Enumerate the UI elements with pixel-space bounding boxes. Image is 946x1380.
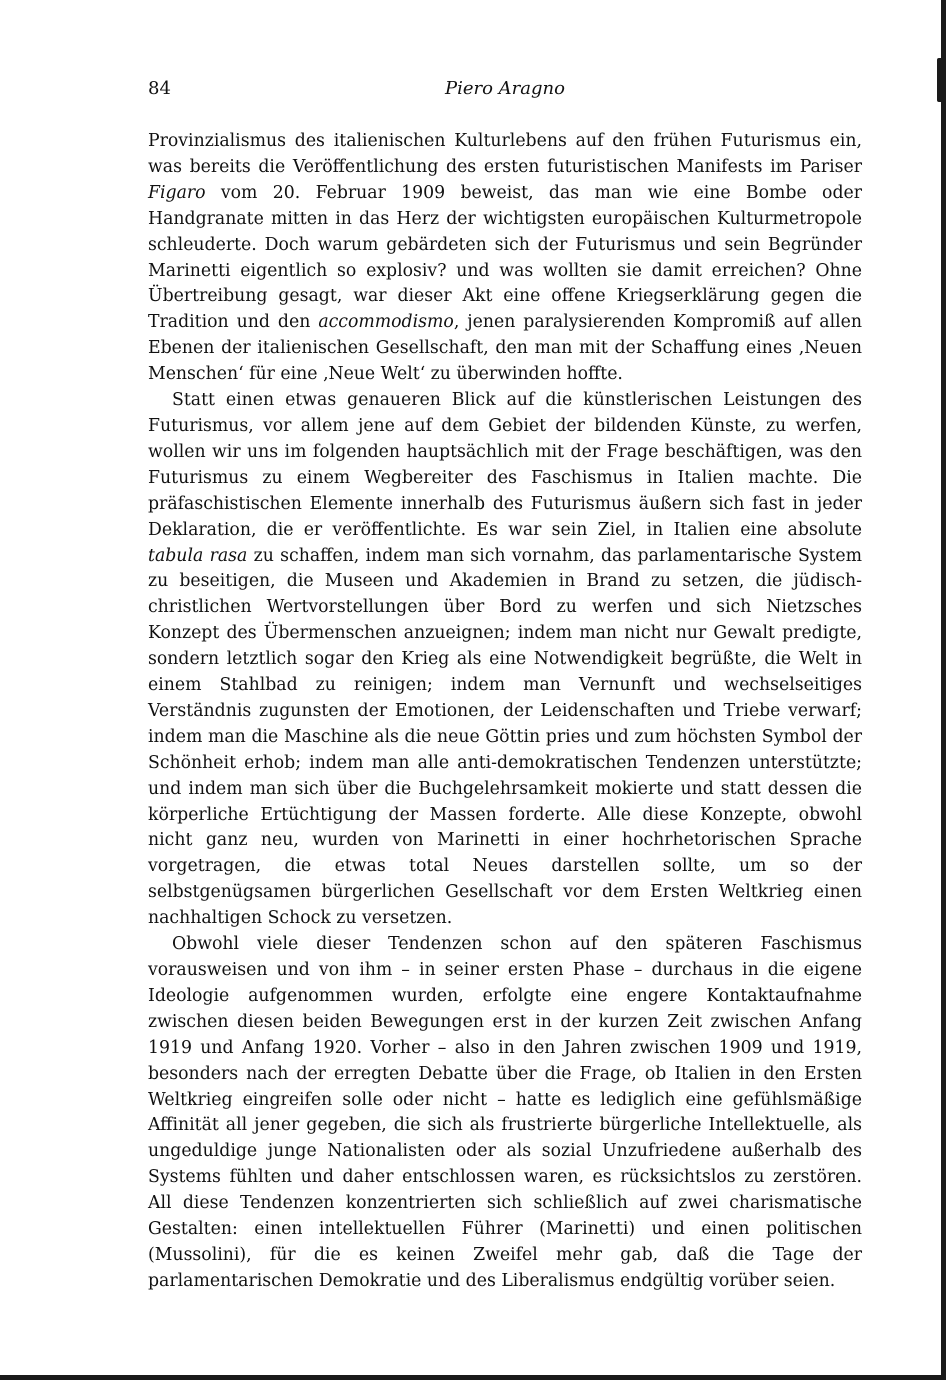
paragraph-3-text: Obwohl viele dieser Tendenzen schon auf den späteren Faschismus vorausweisen und von ihm – in seiner ersten Phase – durchaus in die eigene Ideologie aufgenommen wurden, erfolgte eine engere Kontaktaufnahme zwischen diesen beiden Bewegungen erst in der kurzen Zeit zwischen Anfang 1919 und Anfang 1920. Vorher – also in den Jahren zwischen 1909 und 1919, besonders nach der erregten Debatte über die Frage, ob Italien in den Ersten Weltkrieg eingreifen solle oder nicht – hatte es lediglich eine gefühlsmäßige Affinität all jener gegeben, die sich als frustrierte bürgerliche Intellektuelle, als ungeduldige junge Nationalisten oder als sozial Unzufriedene außerhalb des Systems fühlten und daher entschlossen waren, es rücksichtslos zu zerstören. All diese Tendenzen konzentrierten sich schließlich auf zwei charismatische Gestalten: einen intellektuellen Führer (Marinetti) und einen politischen (Mussolini), für die es keinen Zweifel mehr gab, daß die Tage der parlamentarischen Demokratie und des Liberalismus endgültig vorüber seien. (148, 934, 862, 1291)
page-number: 84 (148, 78, 171, 99)
paragraph-2 (148, 388, 862, 932)
paragraph-1-text-a: Provinzialismus des italienischen Kulturlebens auf den frühen Futurismus ein, was bereits die Veröffentlichung des ersten futuristischen Manifests im Pariser (148, 131, 862, 177)
body-text (148, 129, 862, 1295)
paragraph-3 (148, 932, 862, 1295)
page-edge-right (941, 0, 946, 1380)
paragraph-1-text-c: vom 20. Februar 1909 beweist, das man wie eine Bombe oder Handgranate mitten in das Herz der wichtigsten europäischen Kulturmetropole schleuderte. Doch warum gebärdeten sich der Futurismus und sein Begründer Marinetti eigentlich so explosiv? und was wollten sie damit erreichen? Ohne Übertreibung gesagt, war dieser Akt eine offene Kriegserklärung gegen die Tradition und den (148, 182, 862, 333)
page-header (148, 78, 862, 108)
paragraph-1-text-e: , jenen paralysierenden Kompromiß auf allen Ebenen der italienischen Gesellschaft, den man mit der Schaffung eines ‚Neuen Menschen‘ für eine ‚Neue Welt‘ zu überwinden hoffte. (148, 312, 863, 385)
paragraph-2-text-c: zu schaffen, indem man sich vornahm, das parlamentarische System zu beseitigen, die Museen und Akademien in Brand zu setzen, die jüdisch-christlichen Wertvorstellungen über Bord zu werfen und sich Nietzsches Konzept des Übermenschen anzueignen; indem man nicht nur Gewalt predigte, sondern letztlich sogar den Krieg als eine Notwendigkeit begrüßte, die Welt in einem Stahlbad zu reinigen; indem man Vernunft und wechselseitiges Verständnis zugunsten der Emotionen, der Leidenschaften und Triebe verwarf; indem man die Maschine als die neue Göttin pries und zum höchsten Symbol der Schönheit erhob; indem man alle anti-demokratischen Tendenzen unterstützte; und indem man sich über die Buchgelehrsamkeit mokierte und statt dessen die körperliche Ertüchtigung der Massen forderte. Alle diese Konzepte, obwohl nicht ganz neu, wurden von Marinetti in einer hochrhetorischen Sprache vorgetragen, die etwas total Neues darstellen sollte, um so der selbstgenügsamen bürgerlichen Gesellschaft vor dem Ersten Weltkrieg einen nachhaltigen Schock zu versetzen. (148, 545, 862, 929)
paragraph-1-italic-figaro: Figaro (148, 182, 206, 203)
page-edge-bottom (0, 1375, 946, 1380)
paragraph-1-italic-accommodismo: accommodismo (318, 312, 454, 333)
running-head: Piero Aragno (445, 78, 565, 99)
paragraph-2-italic-tabula-rasa: tabula rasa (148, 545, 248, 566)
paragraph-2-text-a: Statt einen etwas genaueren Blick auf die künstlerischen Leistungen des Futurismus, vor allem jene auf dem Gebiet der bildenden Künste, zu werfen, wollen wir uns im folgenden hauptsächlich mit der Frage beschäftigen, was den Futurismus zu einem Wegbereiter des Faschismus in Italien machte. Die präfaschistischen Elemente innerhalb des Futurismus äußern sich fast in jeder Deklaration, die er veröffentlichte. Es war sein Ziel, in Italien eine absolute (148, 390, 862, 540)
page-edge-notch (937, 58, 943, 102)
paragraph-1 (148, 129, 862, 388)
